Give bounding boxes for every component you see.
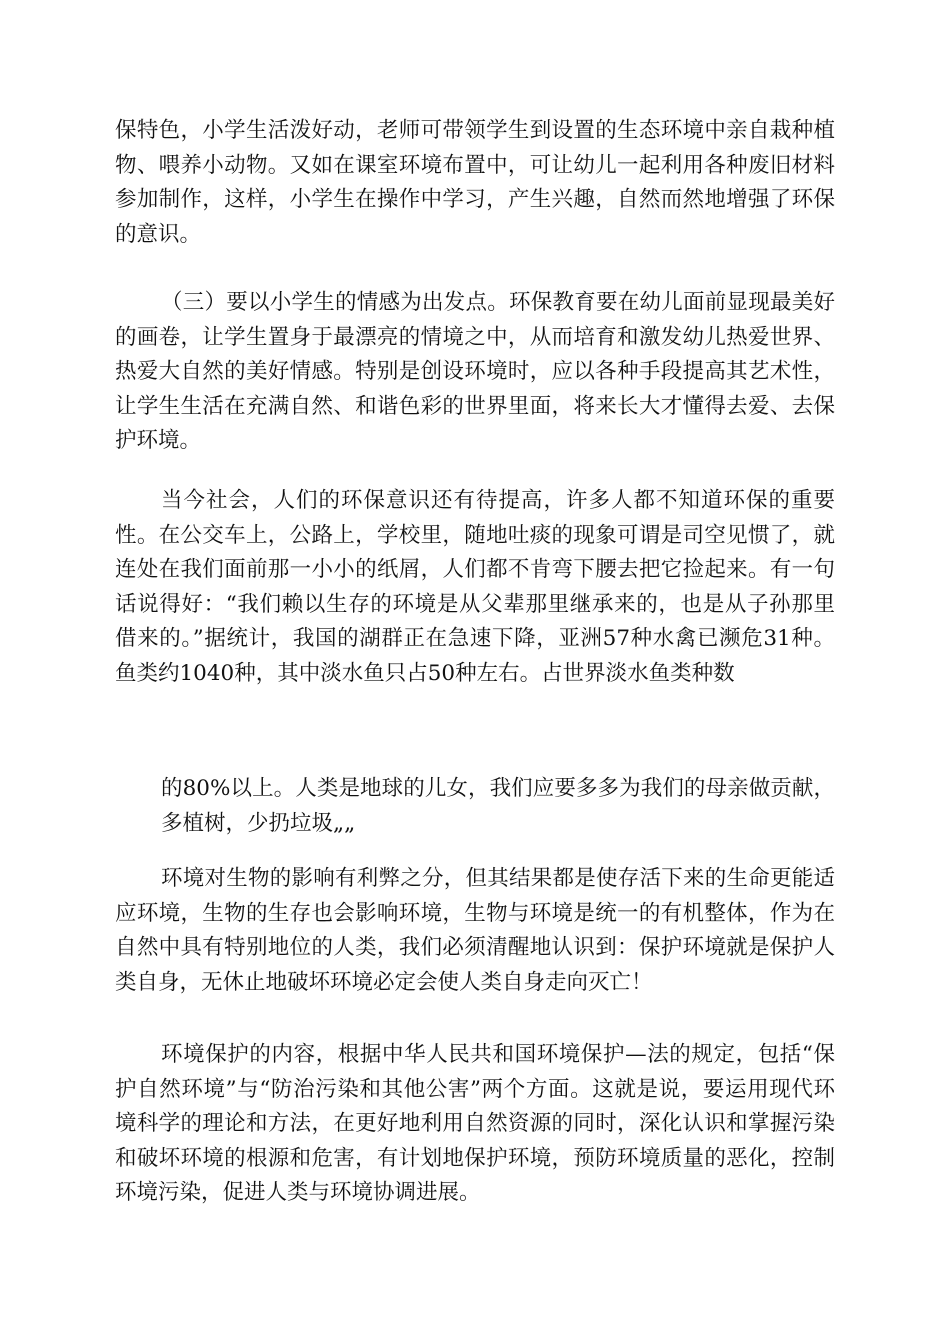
paragraph-2: （三）要以小学生的情感为出发点。环保教育要在幼儿面前显现最美好的画卷，让学生置身于最漂亮的情境之中，从而培育和激发幼儿热爱世界、热爱大自然的美好情感。特别是创设环境时，应以各种手段提高其艺术性，让学生生活在充满自然、和谐色彩的世界里面，将来长大才懂得去爱、去保护环境。 [115, 290, 835, 453]
paragraph-5: 环境对生物的影响有利弊之分，但其结果都是使存活下来的生命更能适应环境，生物的生存也会影响环境，生物与环境是统一的有机整体，作为在自然中具有特别地位的人类，我们必须清醒地认识到：保护环境就是保护人类自身，无休止地破坏环境必定会使人类自身走向灭亡！ [115, 866, 835, 995]
paragraph-1: 保特色，小学生活泼好动，老师可带领学生到设置的生态环境中亲自栽种植物、喂养小动物。又如在课室环境布置中，可让幼儿一起利用各种废旧材料参加制作，这样，小学生在操作中学习，产生兴趣，自然而然地增强了环保的意识。 [115, 118, 835, 247]
paragraph-6: 环境保护的内容，根据中华人民共和国环境保护—法的规定，包括“保护自然环境”与“防治污染和其他公害”两个方面。这就是说，要运用现代环境科学的理论和方法，在更好地利用自然资源的同时，深化认识和掌握污染和破坏环境的根源和危害，有计划地保护环境，预防环境质量的恶化，控制环境污染，促进人类与环境协调进展。 [115, 1042, 835, 1205]
paragraph-3: 当今社会，人们的环保意识还有待提高，许多人都不知道环保的重要性。在公交车上，公路上，学校里，随地吐痰的现象可谓是司空见惯了，就连处在我们面前那一小小的纸屑，人们都不肯弯下腰去把它捡起来。有一句话说得好：“我们赖以生存的环境是从父辈那里继承来的，也是从子孙那里借来的。”据统计，我国的湖群正在急速下降，亚洲57种水禽已濒危31种。鱼类约1040种，其中淡水鱼只占50种左右。占世界淡水鱼类种数 [115, 488, 835, 686]
paragraph-4: 的80%以上。人类是地球的儿女，我们应要多多为我们的母亲做贡献，多植树，少扔垃圾„„ [161, 776, 835, 836]
